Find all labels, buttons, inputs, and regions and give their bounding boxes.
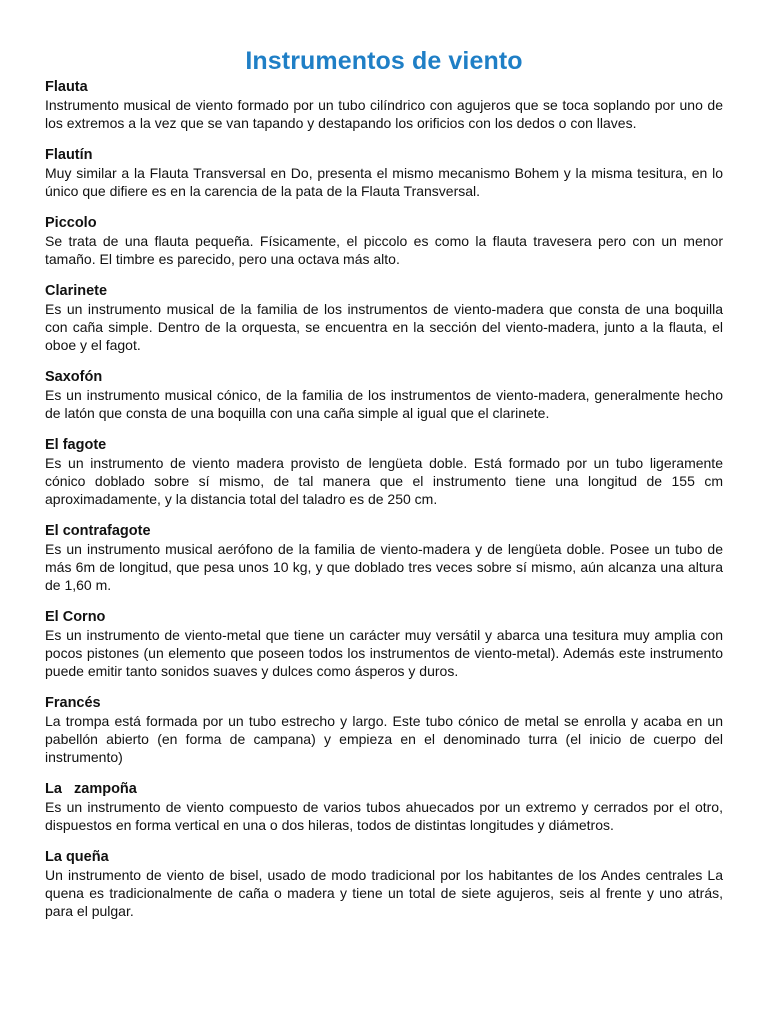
section-heading: El Corno (45, 609, 106, 625)
section-heading: Clarinete (45, 283, 108, 299)
section-corno (45, 608, 723, 680)
section-saxofon (45, 368, 723, 422)
section-body: Es un instrumento musical aerófono de la familia de viento-madera y de lengüeta doble. Posee un tubo de más 6m de longitud, que pesa unos 10 kg, y que doblado tres veces sobre sí mismo, aún alcanza una altura de 1,60 m. (45, 541, 723, 593)
section-body: Es un instrumento de viento-metal que tiene un carácter muy versátil y abarca una tesitura muy amplia con pocos pistones (un elemento que poseen todos los instrumentos de viento-metal). Además este instrumento puede emitir tanto sonidos suaves y dulces como ásperos y duros. (45, 627, 723, 679)
section-heading: Flauta (45, 79, 88, 95)
section-heading: El contrafagote (45, 523, 151, 539)
section-fagote (45, 436, 723, 508)
section-heading: La zampoña (45, 781, 137, 797)
section-contrafagote (45, 522, 723, 594)
section-body: Es un instrumento musical de la familia de los instrumentos de viento-madera que consta de una boquilla con caña simple. Dentro de la orquesta, se encuentra en la sección del viento-madera, junto a la flauta, el oboe y el fagot. (45, 301, 723, 353)
section-heading: Francés (45, 695, 101, 711)
section-body: Un instrumento de viento de bisel, usado de modo tradicional por los habitantes de los Andes centrales La quena es tradicionalmente de caña o madera y tiene un total de siete agujeros, seis al frente y uno atrás, para el pulgar. (45, 867, 723, 919)
section-body: Es un instrumento de viento madera provisto de lengüeta doble. Está formado por un tubo ligeramente cónico doblado sobre sí mismo, de tal manera que el instrumento tiene una longitud de 155 cm aproximadamente, y la distancia total del taladro es de 250 cm. (45, 455, 723, 507)
section-body: Instrumento musical de viento formado por un tubo cilíndrico con agujeros que se toca soplando por uno de los extremos a la vez que se van tapando y destapando los orificios con los dedos o con llaves. (45, 97, 723, 131)
section-heading: Flautín (45, 147, 93, 163)
section-heading: Piccolo (45, 215, 97, 231)
section-body: La trompa está formada por un tubo estrecho y largo. Este tubo cónico de metal se enrolla y acaba en un pabellón abierto (en forma de campana) y empieza en el denominado turra (el inicio de cuerpo del instrumento) (45, 713, 723, 765)
section-body: Es un instrumento musical cónico, de la familia de los instrumentos de viento-madera, generalmente hecho de latón que consta de una boquilla con una caña simple al igual que el clarinete. (45, 387, 723, 421)
section-flautin (45, 146, 723, 200)
section-body: Se trata de una flauta pequeña. Físicamente, el piccolo es como la flauta travesera pero con un menor tamaño. El timbre es parecido, pero una octava más alto. (45, 233, 723, 267)
section-flauta (45, 78, 723, 132)
section-quena (45, 848, 723, 920)
section-clarinete (45, 282, 723, 354)
document-page (45, 45, 723, 920)
section-heading: El fagote (45, 437, 107, 453)
page-title: Instrumentos de viento (245, 47, 523, 75)
section-piccolo (45, 214, 723, 268)
section-heading: Saxofón (45, 369, 103, 385)
section-zampona (45, 780, 723, 834)
section-heading: La queña (45, 849, 109, 865)
section-body: Muy similar a la Flauta Transversal en Do, presenta el mismo mecanismo Bohem y la misma tesitura, en lo único que difiere es en la carencia de la pata de la Flauta Transversal. (45, 165, 723, 199)
section-frances (45, 694, 723, 766)
section-body: Es un instrumento de viento compuesto de varios tubos ahuecados por un extremo y cerrados por el otro, dispuestos en forma vertical en una o dos hileras, todos de distintas longitudes y diámetros. (45, 799, 723, 833)
